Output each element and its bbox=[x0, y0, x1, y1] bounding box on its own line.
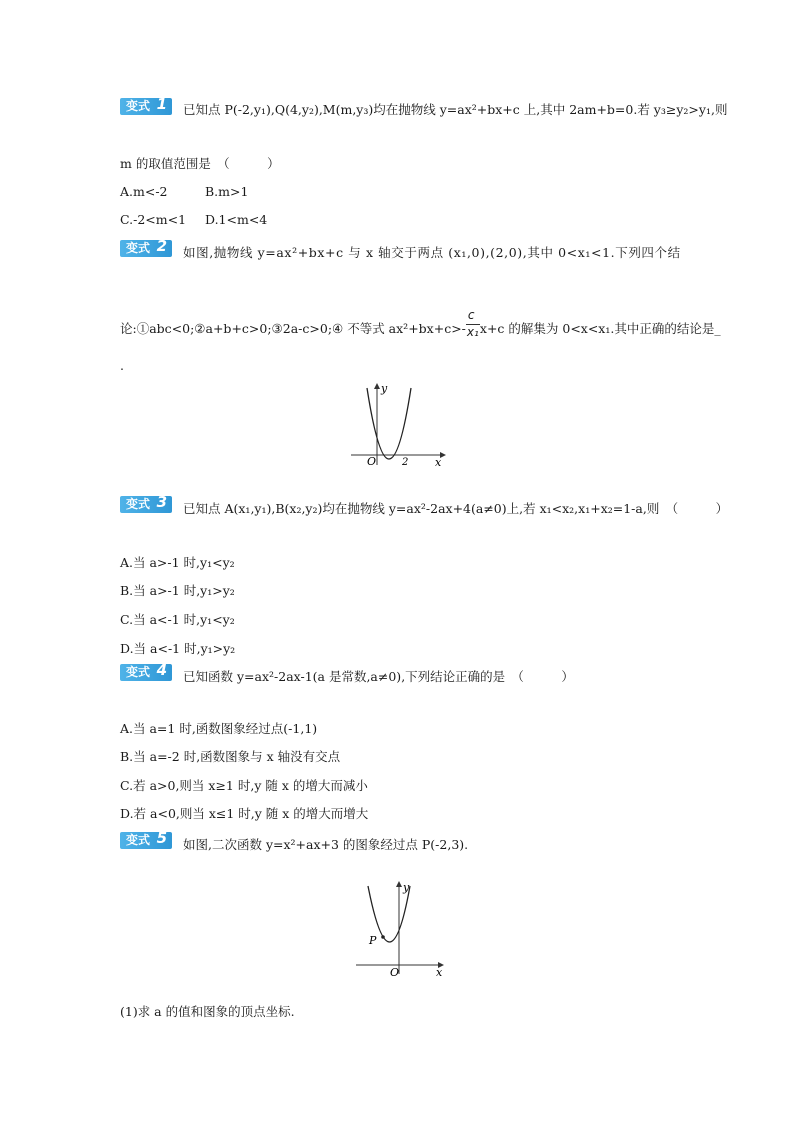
y-axis-label: y bbox=[403, 881, 410, 894]
option-d: D.当 a<-1 时,y₁>y₂ bbox=[120, 641, 236, 656]
parabola-figure-2 bbox=[350, 878, 450, 978]
option-c: C.若 a>0,则当 x≥1 时,y 随 x 的增大而减小 bbox=[120, 778, 368, 793]
variant-tag-2: 变式 2 bbox=[120, 240, 172, 257]
variant-tag-1: 变式 1 bbox=[120, 98, 172, 115]
y-axis-label: y bbox=[381, 382, 388, 395]
variant-tag-4: 变式 4 bbox=[120, 664, 172, 681]
option-b: B.当 a=-2 时,函数图象与 x 轴没有交点 bbox=[120, 749, 341, 764]
option-a: A.当 a>-1 时,y₁<y₂ bbox=[120, 555, 235, 570]
parabola-curve bbox=[367, 388, 411, 459]
x-axis-label: x bbox=[436, 966, 443, 978]
variant-number: 3 bbox=[156, 493, 167, 511]
option-d: D.若 a<0,则当 x≤1 时,y 随 x 的增大而增大 bbox=[120, 806, 369, 821]
root-label: 2 bbox=[402, 457, 409, 468]
variant-number: 4 bbox=[156, 661, 167, 679]
sub-question-1: (1)求 a 的值和图象的顶点坐标. bbox=[120, 1004, 295, 1019]
variant-number: 2 bbox=[156, 237, 167, 255]
option-c: C.当 a<-1 时,y₁<y₂ bbox=[120, 612, 235, 627]
question-2-stem-cont: 论:①abc<0;②a+b+c>0;③2a-c>0;④ 不等式 ax²+bx+c>- $\frac{c}{\text{x₁}}$ x+c 的解集为 0<x<x₁.其中正确的结论是_ bbox=[120, 307, 721, 339]
option-a: A.当 a=1 时,函数图象经过点(-1,1) bbox=[120, 721, 318, 736]
question-4-stem: 已知函数 y=ax²-2ax-1(a 是常数,a≠0),下列结论正确的是 （ ） bbox=[183, 669, 574, 684]
option-b: B.当 a>-1 时,y₁>y₂ bbox=[120, 583, 235, 598]
variant-number: 1 bbox=[156, 95, 167, 113]
origin-label: O bbox=[367, 455, 377, 468]
option-c: C.-2<m<1 bbox=[120, 212, 187, 227]
parabola-figure-1 bbox=[345, 378, 455, 468]
question-3-stem: 已知点 A(x₁,y₁),B(x₂,y₂)均在抛物线 y=ax²-2ax+4(a≠0)上,若 x₁<x₂,x₁+x₂=1-a,则 （ ） bbox=[183, 501, 729, 516]
question-2-stem-end: . bbox=[120, 358, 124, 373]
option-d: D.1<m<4 bbox=[205, 212, 268, 227]
point-p bbox=[381, 935, 385, 939]
variant-tag-5: 变式 5 bbox=[120, 832, 172, 849]
question-5-stem: 如图,二次函数 y=x²+ax+3 的图象经过点 P(-2,3). bbox=[183, 837, 469, 852]
fraction-c-over-x1: $\frac{c}{\text{x₁}}$ bbox=[466, 307, 479, 339]
x-axis-label: x bbox=[435, 456, 442, 468]
question-1-stem: 已知点 P(-2,y₁),Q(4,y₂),M(m,y₃)均在抛物线 y=ax²+bx+c 上,其中 2am+b=0.若 y₃≥y₂>y₁,则 bbox=[183, 102, 728, 117]
option-a: A.m<-2 bbox=[120, 184, 168, 199]
variant-tag-3: 变式 3 bbox=[120, 496, 172, 513]
question-1-stem-cont: m 的取值范围是 （ ） bbox=[120, 156, 280, 171]
origin-label: O bbox=[390, 966, 400, 978]
point-p-label: P bbox=[369, 934, 377, 947]
option-b: B.m>1 bbox=[205, 184, 249, 199]
question-2-stem: 如图,抛物线 y=ax²+bx+c 与 x 轴交于两点 (x₁,0),(2,0),其中 0<x₁<1.下列四个结 bbox=[183, 245, 681, 260]
variant-number: 5 bbox=[156, 829, 167, 847]
